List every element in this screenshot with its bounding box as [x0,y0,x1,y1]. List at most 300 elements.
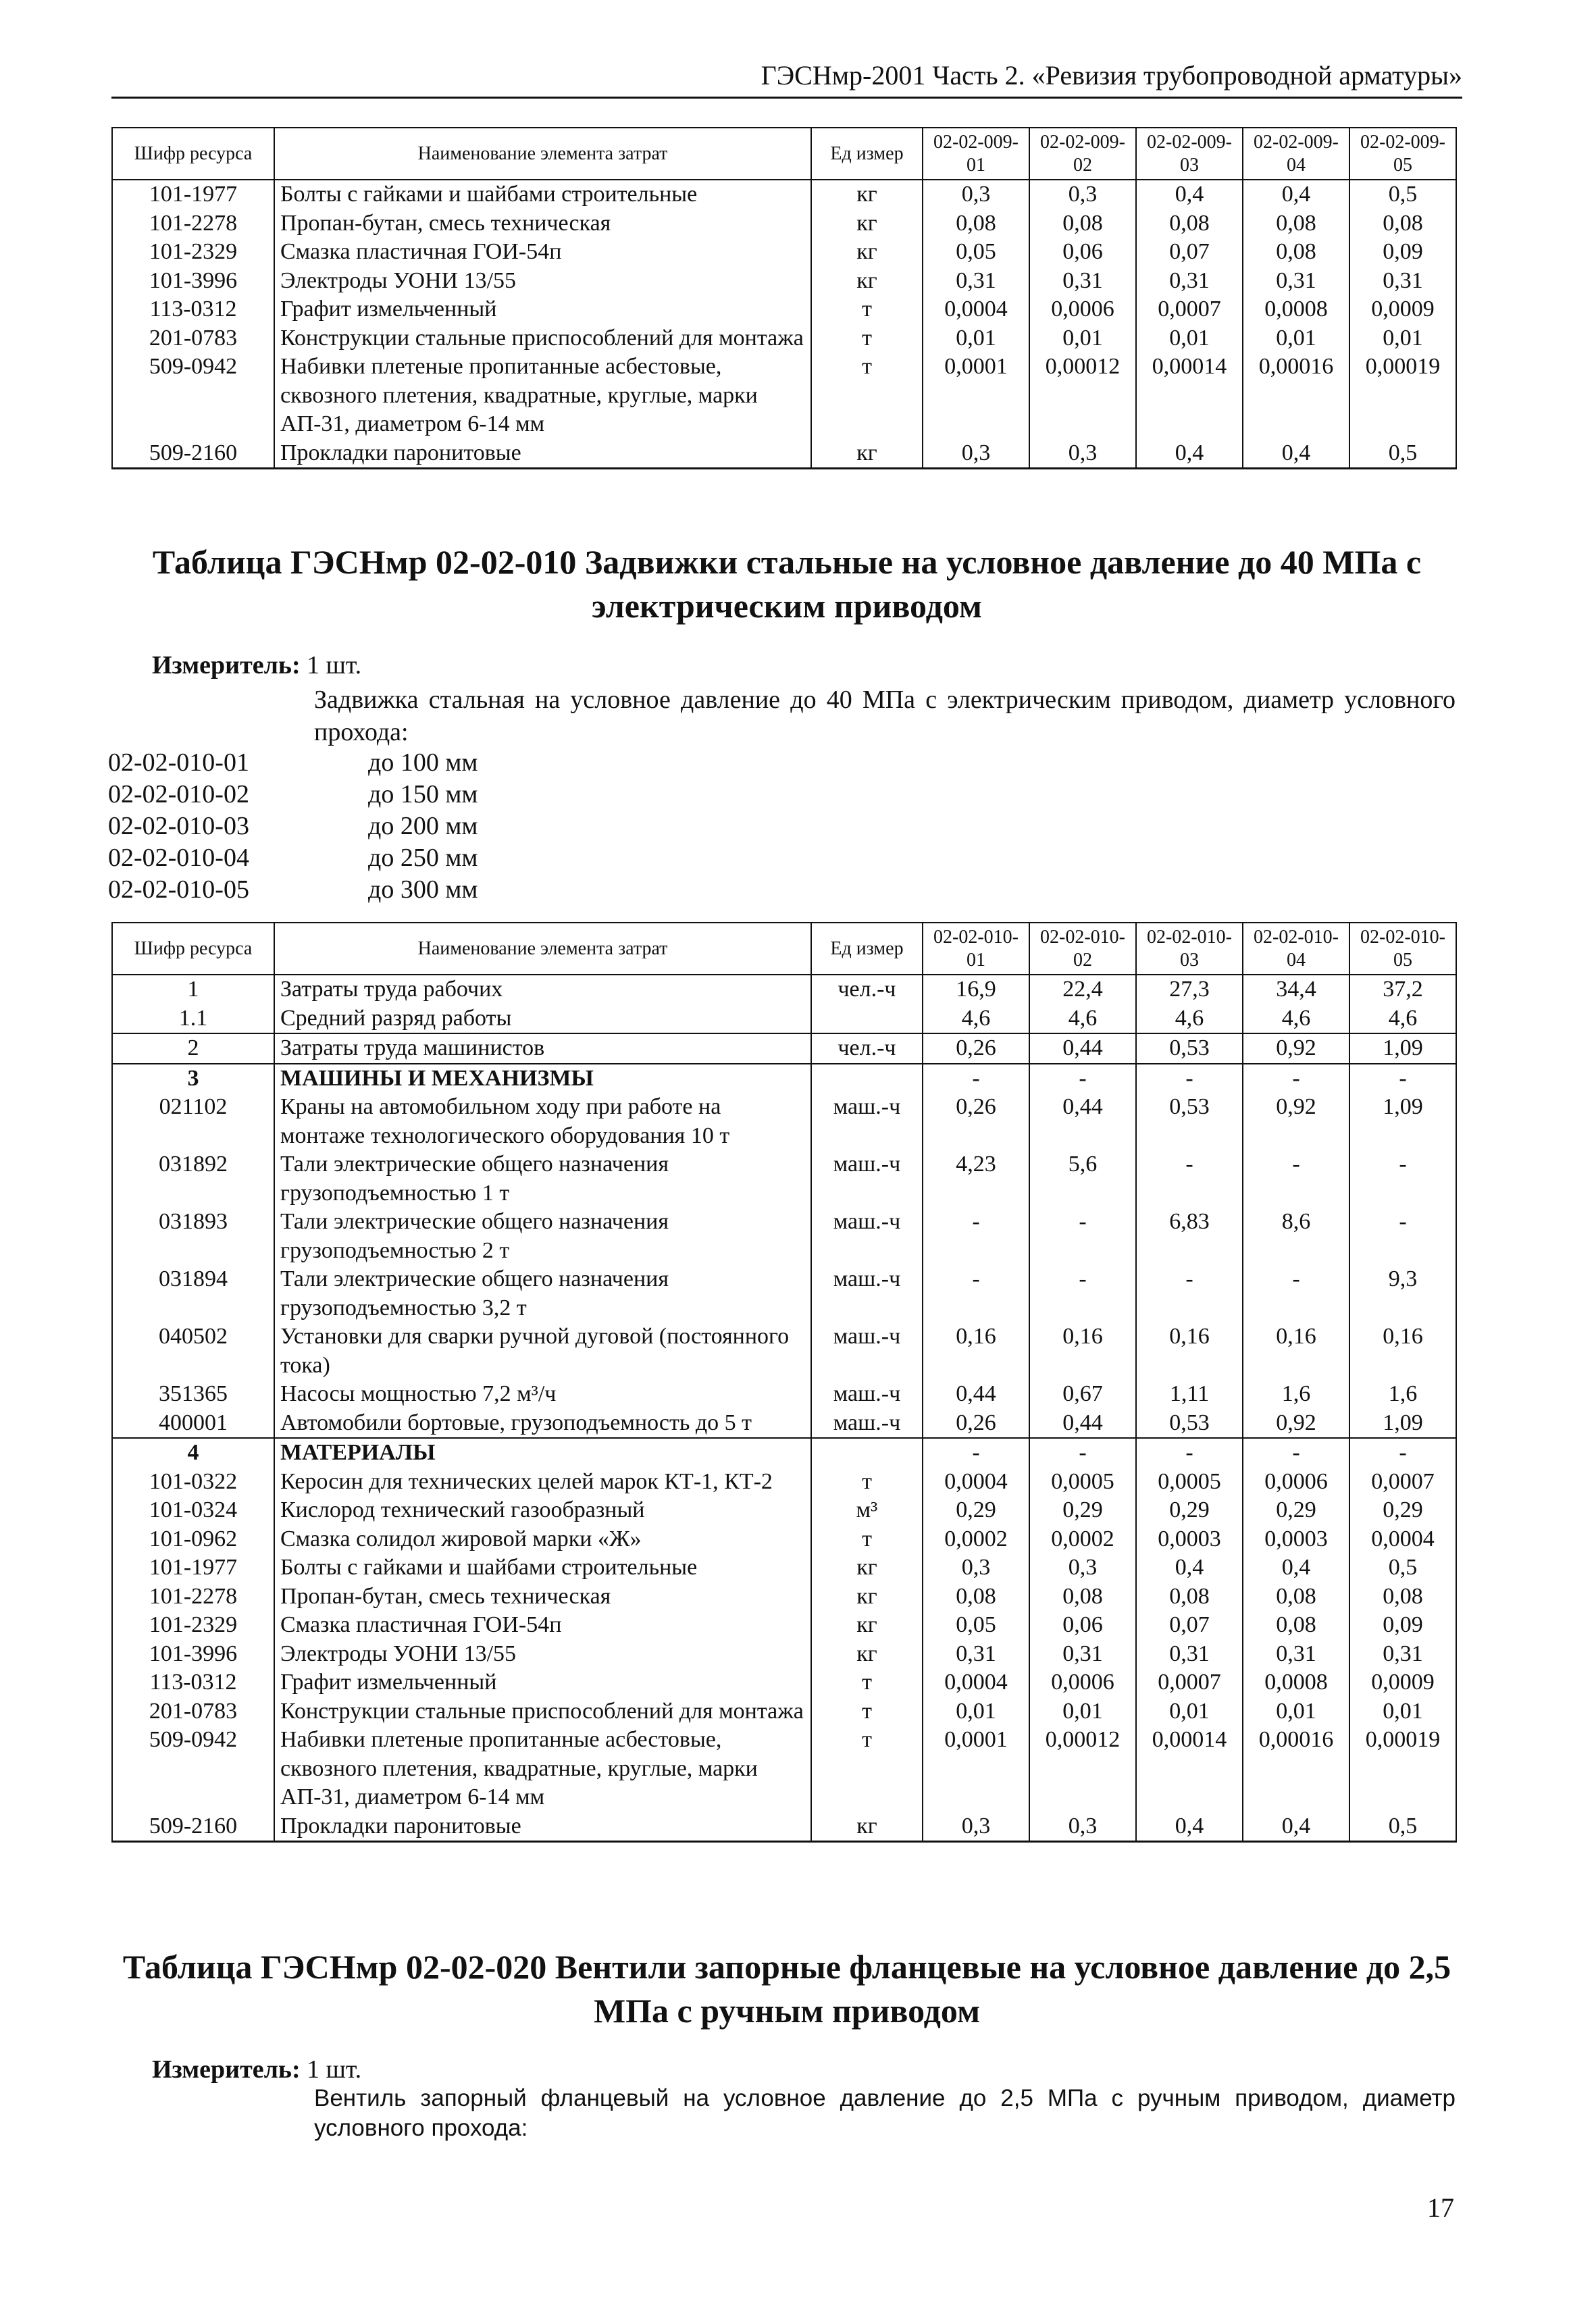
list-item [108,779,478,811]
resource-code: 101-3996 [112,1640,274,1669]
resource-name: Смазка пластичная ГОИ-54п [274,1611,811,1640]
unit-cell [811,1004,923,1034]
table-row [112,1033,1456,1064]
value-cell: 0,3 [1029,1812,1136,1842]
unit-cell: т [811,353,923,439]
value-cell: 0,09 [1349,1611,1456,1640]
resource-name: Пропан-бутан, смесь техническая [274,209,811,238]
resource-name: Тали электрические общего назначения грузоподъемностью 2 т [274,1208,811,1265]
value-cell: - [923,1208,1029,1265]
unit-cell: кг [811,1611,923,1640]
resource-name: Средний разряд работы [274,1004,811,1034]
value-cell: - [1349,1208,1456,1265]
value-cell: 0,0002 [923,1525,1029,1554]
resource-code: 509-0942 [112,1726,274,1812]
value-cell: 0,0004 [923,1468,1029,1497]
unit-cell: кг [811,1812,923,1842]
value-cell: 0,3 [923,1812,1029,1842]
resource-name: Тали электрические общего назначения грузоподъемностью 1 т [274,1150,811,1208]
unit-cell: м³ [811,1496,923,1525]
table-row [112,238,1456,267]
value-cell: 0,44 [1029,1093,1136,1150]
description-020: Вентиль запорный фланцевый на условное давление до 2,5 МПа с ручным приводом, диаметр условного прохода: [314,2085,1456,2141]
resource-name: Графит измельченный [274,295,811,324]
table-row [112,209,1456,238]
unit-cell: маш.-ч [811,1150,923,1208]
value-cell: 0,08 [1243,1583,1349,1612]
resource-name: Краны на автомобильном ходу при работе на монтаже технологического оборудования 10 т [274,1093,811,1150]
resource-table-009 [111,127,1457,469]
value-cell: 0,5 [1349,180,1456,209]
resource-name: Керосин для технических целей марок КТ-1, КТ-2 [274,1468,811,1497]
table-020-title: Таблица ГЭСНмр 02-02-020 Вентили запорные фланцевые на условное давление до 2,5 МПа с ручным приводом [122,1948,1451,2030]
table-row [112,180,1456,209]
value-cell: - [923,1064,1029,1094]
unit-cell: т [811,1668,923,1697]
value-cell: 0,5 [1349,439,1456,469]
value-cell: 0,0004 [923,295,1029,324]
value-cell: 0,92 [1243,1093,1349,1150]
variant-code: 02-02-010-04 [108,844,249,872]
resource-code: 101-0324 [112,1496,274,1525]
resource-name: Кислород технический газообразный [274,1496,811,1525]
resource-name: Прокладки паронитовые [274,1812,811,1842]
resource-code: 1 [112,975,274,1004]
value-cell: 0,4 [1243,439,1349,469]
value-cell: 0,31 [923,267,1029,296]
value-cell: 0,00019 [1349,353,1456,439]
header-name: Наименование элемента затрат [274,128,811,180]
variant-text: до 100 мм [368,748,478,777]
unit-cell: кг [811,238,923,267]
table-row [112,1496,1456,1525]
value-cell: - [1243,1064,1349,1094]
measure-value: 1 шт. [307,651,362,679]
value-cell: - [1029,1438,1136,1468]
value-cell: 1,6 [1243,1380,1349,1409]
value-cell: 0,08 [1243,238,1349,267]
table-header-row [112,923,1456,975]
value-cell: 0,00016 [1243,1726,1349,1812]
value-cell: 1,6 [1349,1380,1456,1409]
resource-name: Болты с гайками и шайбами строительные [274,180,811,209]
value-cell: 0,06 [1029,238,1136,267]
value-cell: 0,4 [1136,180,1243,209]
unit-cell: маш.-ч [811,1409,923,1439]
resource-code: 101-1977 [112,1553,274,1583]
value-cell: 0,08 [1029,209,1136,238]
table-row [112,1525,1456,1554]
resource-code: 2 [112,1033,274,1064]
measure-label: Измеритель: [152,651,301,679]
resource-name: Тали электрические общего назначения грузоподъемностью 3,2 т [274,1265,811,1322]
unit-cell: кг [811,1583,923,1612]
value-cell: - [1136,1265,1243,1322]
resource-code: 201-0783 [112,1697,274,1726]
value-cell: 0,26 [923,1033,1029,1064]
value-cell: 0,3 [923,439,1029,469]
table-row [112,975,1456,1004]
value-cell: 0,53 [1136,1093,1243,1150]
value-cell: 0,01 [1243,1697,1349,1726]
header-col-3: 02-02-010-03 [1136,923,1243,975]
resource-name: Затраты труда рабочих [274,975,811,1004]
table-row [112,353,1456,439]
value-cell: 0,01 [1349,324,1456,353]
unit-cell: т [811,324,923,353]
header-unit: Ед измер [811,128,923,180]
value-cell: 0,00012 [1029,1726,1136,1812]
value-cell: 0,01 [1136,324,1243,353]
table-row [112,1640,1456,1669]
header-name: Наименование элемента затрат [274,923,811,975]
value-cell: 0,44 [1029,1033,1136,1064]
value-cell: 0,31 [923,1640,1029,1669]
variant-code: 02-02-010-05 [108,875,249,904]
list-item [108,842,478,874]
resource-name: Электроды УОНИ 13/55 [274,1640,811,1669]
value-cell: 0,08 [923,1583,1029,1612]
value-cell: 1,09 [1349,1033,1456,1064]
value-cell: 0,26 [923,1409,1029,1439]
value-cell: 0,06 [1029,1611,1136,1640]
list-item [108,874,478,906]
header-code: Шифр ресурса [112,923,274,975]
value-cell: 0,07 [1136,1611,1243,1640]
value-cell: 0,00014 [1136,1726,1243,1812]
resource-code: 201-0783 [112,324,274,353]
value-cell: 0,0002 [1029,1525,1136,1554]
resource-code: 101-0322 [112,1468,274,1497]
value-cell: 0,16 [1243,1322,1349,1380]
resource-code: 101-3996 [112,267,274,296]
value-cell: 0,0001 [923,353,1029,439]
value-cell: 0,16 [923,1322,1029,1380]
unit-cell [811,1064,923,1094]
value-cell: 37,2 [1349,975,1456,1004]
value-cell: 0,08 [1243,209,1349,238]
unit-cell: маш.-ч [811,1380,923,1409]
unit-cell: т [811,295,923,324]
measure-020 [152,2055,361,2084]
table-row [112,1322,1456,1380]
value-cell: 0,31 [1243,1640,1349,1669]
value-cell: 0,08 [1243,1611,1349,1640]
resource-name: Набивки плетеные пропитанные асбестовые, сквозного плетения, квадратные, круглые, марки АП-31, диаметром 6-14 мм [274,353,811,439]
resource-name: Насосы мощностью 7,2 м³/ч [274,1380,811,1409]
value-cell: 0,44 [1029,1409,1136,1439]
value-cell: 0,3 [923,180,1029,209]
resource-name: Конструкции стальные приспособлений для монтажа [274,1697,811,1726]
table-row [112,1812,1456,1842]
unit-cell: маш.-ч [811,1208,923,1265]
resource-name: Набивки плетеные пропитанные асбестовые, сквозного плетения, квадратные, круглые, марки АП-31, диаметром 6-14 мм [274,1726,811,1812]
value-cell: - [1349,1064,1456,1094]
value-cell: 0,16 [1136,1322,1243,1380]
unit-cell: кг [811,439,923,469]
header-col-1: 02-02-009-01 [923,128,1029,180]
resource-name: Электроды УОНИ 13/55 [274,267,811,296]
resource-name: МАТЕРИАЛЫ [274,1438,811,1468]
value-cell: 0,0008 [1243,295,1349,324]
variant-text: до 300 мм [368,875,478,904]
value-cell: 0,31 [1349,1640,1456,1669]
value-cell: 0,5 [1349,1812,1456,1842]
resource-code: 101-2329 [112,238,274,267]
resource-code: 4 [112,1438,274,1468]
value-cell: 0,3 [923,1553,1029,1583]
variant-code: 02-02-010-01 [108,748,249,777]
value-cell: - [1136,1150,1243,1208]
value-cell: 0,31 [1136,1640,1243,1669]
value-cell: - [923,1265,1029,1322]
value-cell: - [1029,1265,1136,1322]
unit-cell: маш.-ч [811,1265,923,1322]
measure-label: Измеритель: [152,2055,301,2084]
value-cell: 0,26 [923,1093,1029,1150]
variant-list [108,747,478,906]
description-010: Задвижка стальная на условное давление до 40 МПа с электрическим приводом, диаметр условного прохода: [314,686,1456,746]
value-cell: 8,6 [1243,1208,1349,1265]
measure-value: 1 шт. [307,2055,362,2084]
value-cell: 0,31 [1136,267,1243,296]
value-cell: 0,00012 [1029,353,1136,439]
value-cell: 4,6 [1136,1004,1243,1034]
value-cell: 0,31 [1243,267,1349,296]
resource-name: Конструкции стальные приспособлений для монтажа [274,324,811,353]
value-cell: 0,00014 [1136,353,1243,439]
value-cell: 4,6 [1349,1004,1456,1034]
value-cell: 0,01 [923,324,1029,353]
value-cell: 0,0006 [1243,1468,1349,1497]
value-cell: 0,31 [1029,267,1136,296]
value-cell: 27,3 [1136,975,1243,1004]
unit-cell: чел.-ч [811,975,923,1004]
table-row [112,1697,1456,1726]
table-row [112,1468,1456,1497]
value-cell: 0,0007 [1136,1668,1243,1697]
value-cell: 0,0004 [923,1668,1029,1697]
value-cell: 0,05 [923,238,1029,267]
resource-code: 509-0942 [112,353,274,439]
table-row [112,1004,1456,1034]
resource-name: МАШИНЫ И МЕХАНИЗМЫ [274,1064,811,1094]
value-cell: 0,08 [1136,1583,1243,1612]
header-unit: Ед измер [811,923,923,975]
list-item [108,811,478,842]
value-cell: 5,6 [1029,1150,1136,1208]
value-cell: 1,09 [1349,1093,1456,1150]
value-cell: 0,29 [1243,1496,1349,1525]
table-row [112,1265,1456,1322]
value-cell: 0,53 [1136,1409,1243,1439]
value-cell: 0,16 [1349,1322,1456,1380]
value-cell: 0,01 [1349,1697,1456,1726]
value-cell: 0,0009 [1349,1668,1456,1697]
value-cell: 0,01 [1243,324,1349,353]
resource-code: 101-2329 [112,1611,274,1640]
header-code: Шифр ресурса [112,128,274,180]
value-cell: 0,29 [1029,1496,1136,1525]
resource-code: 1.1 [112,1004,274,1034]
value-cell: - [1243,1265,1349,1322]
resource-code: 101-2278 [112,209,274,238]
running-header: ГЭСНмр-2001 Часть 2. «Ревизия трубопроводной арматуры» [111,59,1462,99]
value-cell: 22,4 [1029,975,1136,1004]
header-col-2: 02-02-010-02 [1029,923,1136,975]
value-cell: 0,29 [1136,1496,1243,1525]
value-cell: - [1136,1064,1243,1094]
value-cell: - [1243,1150,1349,1208]
unit-cell: кг [811,1640,923,1669]
value-cell: 0,00019 [1349,1726,1456,1812]
value-cell: 0,01 [1029,1697,1136,1726]
unit-cell: т [811,1525,923,1554]
value-cell: 0,4 [1243,1553,1349,1583]
resource-code: 113-0312 [112,295,274,324]
table-row [112,1409,1456,1439]
value-cell: 0,0005 [1029,1468,1136,1497]
value-cell: 0,08 [1349,1583,1456,1612]
value-cell: 0,3 [1029,439,1136,469]
value-cell: 4,23 [923,1150,1029,1208]
value-cell: - [923,1438,1029,1468]
value-cell: 0,44 [923,1380,1029,1409]
value-cell: 0,0008 [1243,1668,1349,1697]
value-cell: - [1349,1438,1456,1468]
variant-text: до 250 мм [368,844,478,872]
unit-cell: кг [811,180,923,209]
value-cell: 0,4 [1136,439,1243,469]
value-cell: 16,9 [923,975,1029,1004]
table-row [112,1093,1456,1150]
table-row [112,1726,1456,1812]
table-row [112,1150,1456,1208]
unit-cell: т [811,1726,923,1812]
variant-text: до 200 мм [368,812,478,840]
table-row [112,1380,1456,1409]
value-cell: 0,0006 [1029,295,1136,324]
value-cell: 0,53 [1136,1033,1243,1064]
value-cell: 0,01 [923,1697,1029,1726]
unit-cell: т [811,1697,923,1726]
table-010-title: Таблица ГЭСНмр 02-02-010 Задвижки стальные на условное давление до 40 МПа с электрическим приводом [152,543,1422,625]
resource-code: 509-2160 [112,1812,274,1842]
value-cell: 0,16 [1029,1322,1136,1380]
header-col-4: 02-02-009-04 [1243,128,1349,180]
value-cell: 0,05 [923,1611,1029,1640]
value-cell: 0,29 [923,1496,1029,1525]
value-cell: 0,0003 [1136,1525,1243,1554]
section-row [112,1064,1456,1094]
value-cell: - [1349,1150,1456,1208]
resource-name: Автомобили бортовые, грузоподъемность до 5 т [274,1409,811,1439]
value-cell: 0,67 [1029,1380,1136,1409]
resource-code: 509-2160 [112,439,274,469]
measure-010 [152,650,361,680]
value-cell: 0,0006 [1029,1668,1136,1697]
resource-name: Затраты труда машинистов [274,1033,811,1064]
value-cell: 0,08 [1349,209,1456,238]
resource-name: Пропан-бутан, смесь техническая [274,1583,811,1612]
value-cell: 0,92 [1243,1033,1349,1064]
value-cell: 6,83 [1136,1208,1243,1265]
resource-code: 031894 [112,1265,274,1322]
value-cell: 0,01 [1136,1697,1243,1726]
value-cell: 0,3 [1029,1553,1136,1583]
value-cell: 0,5 [1349,1553,1456,1583]
section-row [112,1438,1456,1468]
value-cell: 0,01 [1029,324,1136,353]
value-cell: 0,31 [1029,1640,1136,1669]
value-cell: 34,4 [1243,975,1349,1004]
value-cell: 0,4 [1136,1812,1243,1842]
value-cell: 4,6 [923,1004,1029,1034]
resource-code: 101-1977 [112,180,274,209]
resource-code: 113-0312 [112,1668,274,1697]
resource-code: 021102 [112,1093,274,1150]
header-col-5: 02-02-010-05 [1349,923,1456,975]
page-number: 17 [1427,2192,1454,2223]
resource-name: Болты с гайками и шайбами строительные [274,1553,811,1583]
resource-code: 101-2278 [112,1583,274,1612]
table-row [112,1611,1456,1640]
resource-name: Установки для сварки ручной дуговой (постоянного тока) [274,1322,811,1380]
table-row [112,267,1456,296]
table-row [112,1583,1456,1612]
value-cell: 4,6 [1243,1004,1349,1034]
list-item [108,747,478,779]
unit-cell: кг [811,267,923,296]
resource-name: Прокладки паронитовые [274,439,811,469]
value-cell: 9,3 [1349,1265,1456,1322]
variant-code: 02-02-010-02 [108,780,249,808]
table-row [112,439,1456,469]
resource-name: Смазка пластичная ГОИ-54п [274,238,811,267]
unit-cell [811,1438,923,1468]
value-cell: 0,09 [1349,238,1456,267]
resource-code: 3 [112,1064,274,1094]
value-cell: 0,0004 [1349,1525,1456,1554]
table-row [112,295,1456,324]
resource-code: 351365 [112,1380,274,1409]
value-cell: 0,07 [1136,238,1243,267]
value-cell: - [1243,1438,1349,1468]
header-col-3: 02-02-009-03 [1136,128,1243,180]
table-row [112,324,1456,353]
table-row [112,1553,1456,1583]
value-cell: 0,08 [1029,1583,1136,1612]
unit-cell: т [811,1468,923,1497]
resource-code: 031893 [112,1208,274,1265]
value-cell: 4,6 [1029,1004,1136,1034]
table-row [112,1208,1456,1265]
header-col-4: 02-02-010-04 [1243,923,1349,975]
unit-cell: чел.-ч [811,1033,923,1064]
unit-cell: кг [811,1553,923,1583]
value-cell: 0,92 [1243,1409,1349,1439]
resource-code: 101-0962 [112,1525,274,1554]
value-cell: 0,0003 [1243,1525,1349,1554]
value-cell: 0,3 [1029,180,1136,209]
table-row [112,1668,1456,1697]
value-cell: 0,29 [1349,1496,1456,1525]
value-cell: 0,0007 [1349,1468,1456,1497]
resource-name: Смазка солидол жировой марки «Ж» [274,1525,811,1554]
value-cell: 0,31 [1349,267,1456,296]
value-cell: 0,0001 [923,1726,1029,1812]
value-cell: 0,0007 [1136,295,1243,324]
